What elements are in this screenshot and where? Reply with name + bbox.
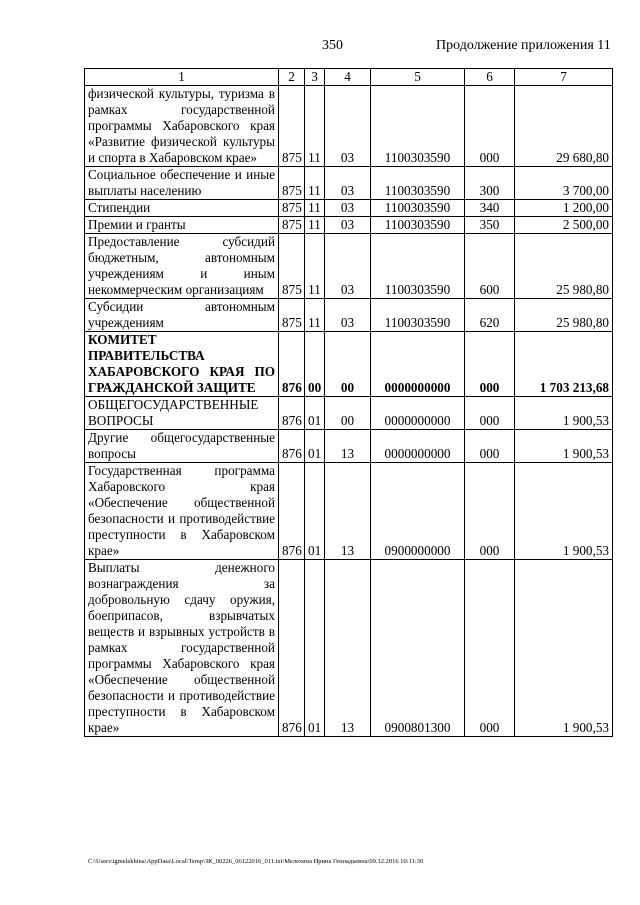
table-row [85, 200, 613, 217]
column-number: 1 [85, 69, 279, 86]
budget-table [84, 68, 613, 737]
row-value-cell: 876 [279, 397, 305, 430]
row-value-cell: 00 [305, 332, 325, 397]
table-row [85, 430, 613, 463]
row-value-cell: 25 980,80 [515, 299, 613, 332]
row-value-cell: 876 [279, 463, 305, 560]
row-value-cell: 000 [465, 86, 515, 167]
row-value-cell: 1100303590 [371, 217, 465, 234]
column-number: 6 [465, 69, 515, 86]
row-value-cell: 03 [325, 86, 371, 167]
row-name-cell: КОМИТЕТ ПРАВИТЕЛЬСТВА ХАБАРОВСКОГО КРАЯ ПО ГРАЖДАНСКОЙ ЗАЩИТЕ [85, 332, 279, 397]
row-value-cell: 1100303590 [371, 167, 465, 200]
row-value-cell: 2 500,00 [515, 217, 613, 234]
row-value-cell: 620 [465, 299, 515, 332]
row-value-cell: 876 [279, 332, 305, 397]
row-name-cell: Предоставление субсидий бюджетным, автономным учреждениям и иным некоммерческим организациям [85, 234, 279, 299]
row-value-cell: 1 703 213,68 [515, 332, 613, 397]
row-value-cell: 3 700,00 [515, 167, 613, 200]
row-value-cell: 340 [465, 200, 515, 217]
row-name-cell: Премии и гранты [85, 217, 279, 234]
row-value-cell: 875 [279, 299, 305, 332]
row-value-cell: 875 [279, 167, 305, 200]
row-value-cell: 00 [325, 397, 371, 430]
row-value-cell: 13 [325, 560, 371, 737]
table-row [85, 86, 613, 167]
row-value-cell: 876 [279, 430, 305, 463]
table-row [85, 463, 613, 560]
row-value-cell: 03 [325, 217, 371, 234]
row-value-cell: 300 [465, 167, 515, 200]
row-value-cell: 01 [305, 397, 325, 430]
row-value-cell: 01 [305, 430, 325, 463]
row-value-cell: 11 [305, 217, 325, 234]
table-row [85, 217, 613, 234]
row-value-cell: 1100303590 [371, 200, 465, 217]
column-number: 2 [279, 69, 305, 86]
row-name-cell: Социальное обеспечение и иные выплаты населению [85, 167, 279, 200]
row-value-cell: 875 [279, 217, 305, 234]
column-number: 3 [305, 69, 325, 86]
table-row [85, 332, 613, 397]
table-row [85, 167, 613, 200]
row-value-cell: 1 900,53 [515, 430, 613, 463]
table-row [85, 299, 613, 332]
appendix-title: Продолжение приложения 11 [436, 38, 611, 53]
column-number: 7 [515, 69, 613, 86]
row-value-cell: 876 [279, 560, 305, 737]
row-value-cell: 0000000000 [371, 397, 465, 430]
row-value-cell: 000 [465, 332, 515, 397]
row-value-cell: 1 900,53 [515, 560, 613, 737]
row-value-cell: 875 [279, 86, 305, 167]
row-name-cell: Государственная программа Хабаровского края «Обеспечение общественной безопасности и противодействие преступности в Хабаровском крае» [85, 463, 279, 560]
row-value-cell: 11 [305, 234, 325, 299]
row-value-cell: 875 [279, 234, 305, 299]
row-value-cell: 01 [305, 463, 325, 560]
row-value-cell: 03 [325, 200, 371, 217]
row-value-cell: 1 900,53 [515, 463, 613, 560]
row-value-cell: 03 [325, 234, 371, 299]
row-value-cell: 875 [279, 200, 305, 217]
row-name-cell: Выплаты денежного вознаграждения за добровольную сдачу оружия, боеприпасов, взрывчатых веществ и взрывных устройств в рамках государственной программы Хабаровского края «Обеспечение общественной безопасности и противодействие преступности в Хабаровском крае» [85, 560, 279, 737]
row-value-cell: 000 [465, 560, 515, 737]
row-value-cell: 1100303590 [371, 86, 465, 167]
row-name-cell: Субсидии автономным учреждениям [85, 299, 279, 332]
row-value-cell: 11 [305, 167, 325, 200]
row-value-cell: 11 [305, 200, 325, 217]
table-row [85, 560, 613, 737]
row-value-cell: 000 [465, 430, 515, 463]
row-name-cell: Другие общегосударственные вопросы [85, 430, 279, 463]
row-value-cell: 600 [465, 234, 515, 299]
row-value-cell: 1 900,53 [515, 397, 613, 430]
row-value-cell: 11 [305, 86, 325, 167]
row-value-cell: 25 980,80 [515, 234, 613, 299]
row-value-cell: 29 680,80 [515, 86, 613, 167]
row-value-cell: 0000000000 [371, 430, 465, 463]
row-value-cell: 000 [465, 397, 515, 430]
row-value-cell: 00 [325, 332, 371, 397]
row-value-cell: 1100303590 [371, 299, 465, 332]
row-value-cell: 03 [325, 299, 371, 332]
row-name-cell: физической культуры, туризма в рамках государственной программы Хабаровского края «Развитие физической культуры и спорта в Хабаровском крае» [85, 86, 279, 167]
table-row [85, 234, 613, 299]
row-value-cell: 1 200,00 [515, 200, 613, 217]
row-value-cell: 0900801300 [371, 560, 465, 737]
row-value-cell: 11 [305, 299, 325, 332]
row-value-cell: 000 [465, 463, 515, 560]
row-name-cell: Стипендии [85, 200, 279, 217]
row-value-cell: 0000000000 [371, 332, 465, 397]
row-value-cell: 13 [325, 463, 371, 560]
row-value-cell: 03 [325, 167, 371, 200]
file-path-footer: C:\Users\igmelekhina\AppData\Local\Temp\ЗК_00226_06122016_011.txt\Мелехина Ирина Геннадьевна\09.12.2016 10:11:30 [88, 858, 424, 865]
column-number-row [85, 69, 613, 86]
row-value-cell: 13 [325, 430, 371, 463]
table-row [85, 397, 613, 430]
row-value-cell: 01 [305, 560, 325, 737]
page-number: 350 [322, 38, 343, 53]
column-number: 5 [371, 69, 465, 86]
row-value-cell: 1100303590 [371, 234, 465, 299]
row-name-cell: ОБЩЕГОСУДАРСТВЕННЫЕ ВОПРОСЫ [85, 397, 279, 430]
row-value-cell: 350 [465, 217, 515, 234]
column-number: 4 [325, 69, 371, 86]
row-value-cell: 0900000000 [371, 463, 465, 560]
